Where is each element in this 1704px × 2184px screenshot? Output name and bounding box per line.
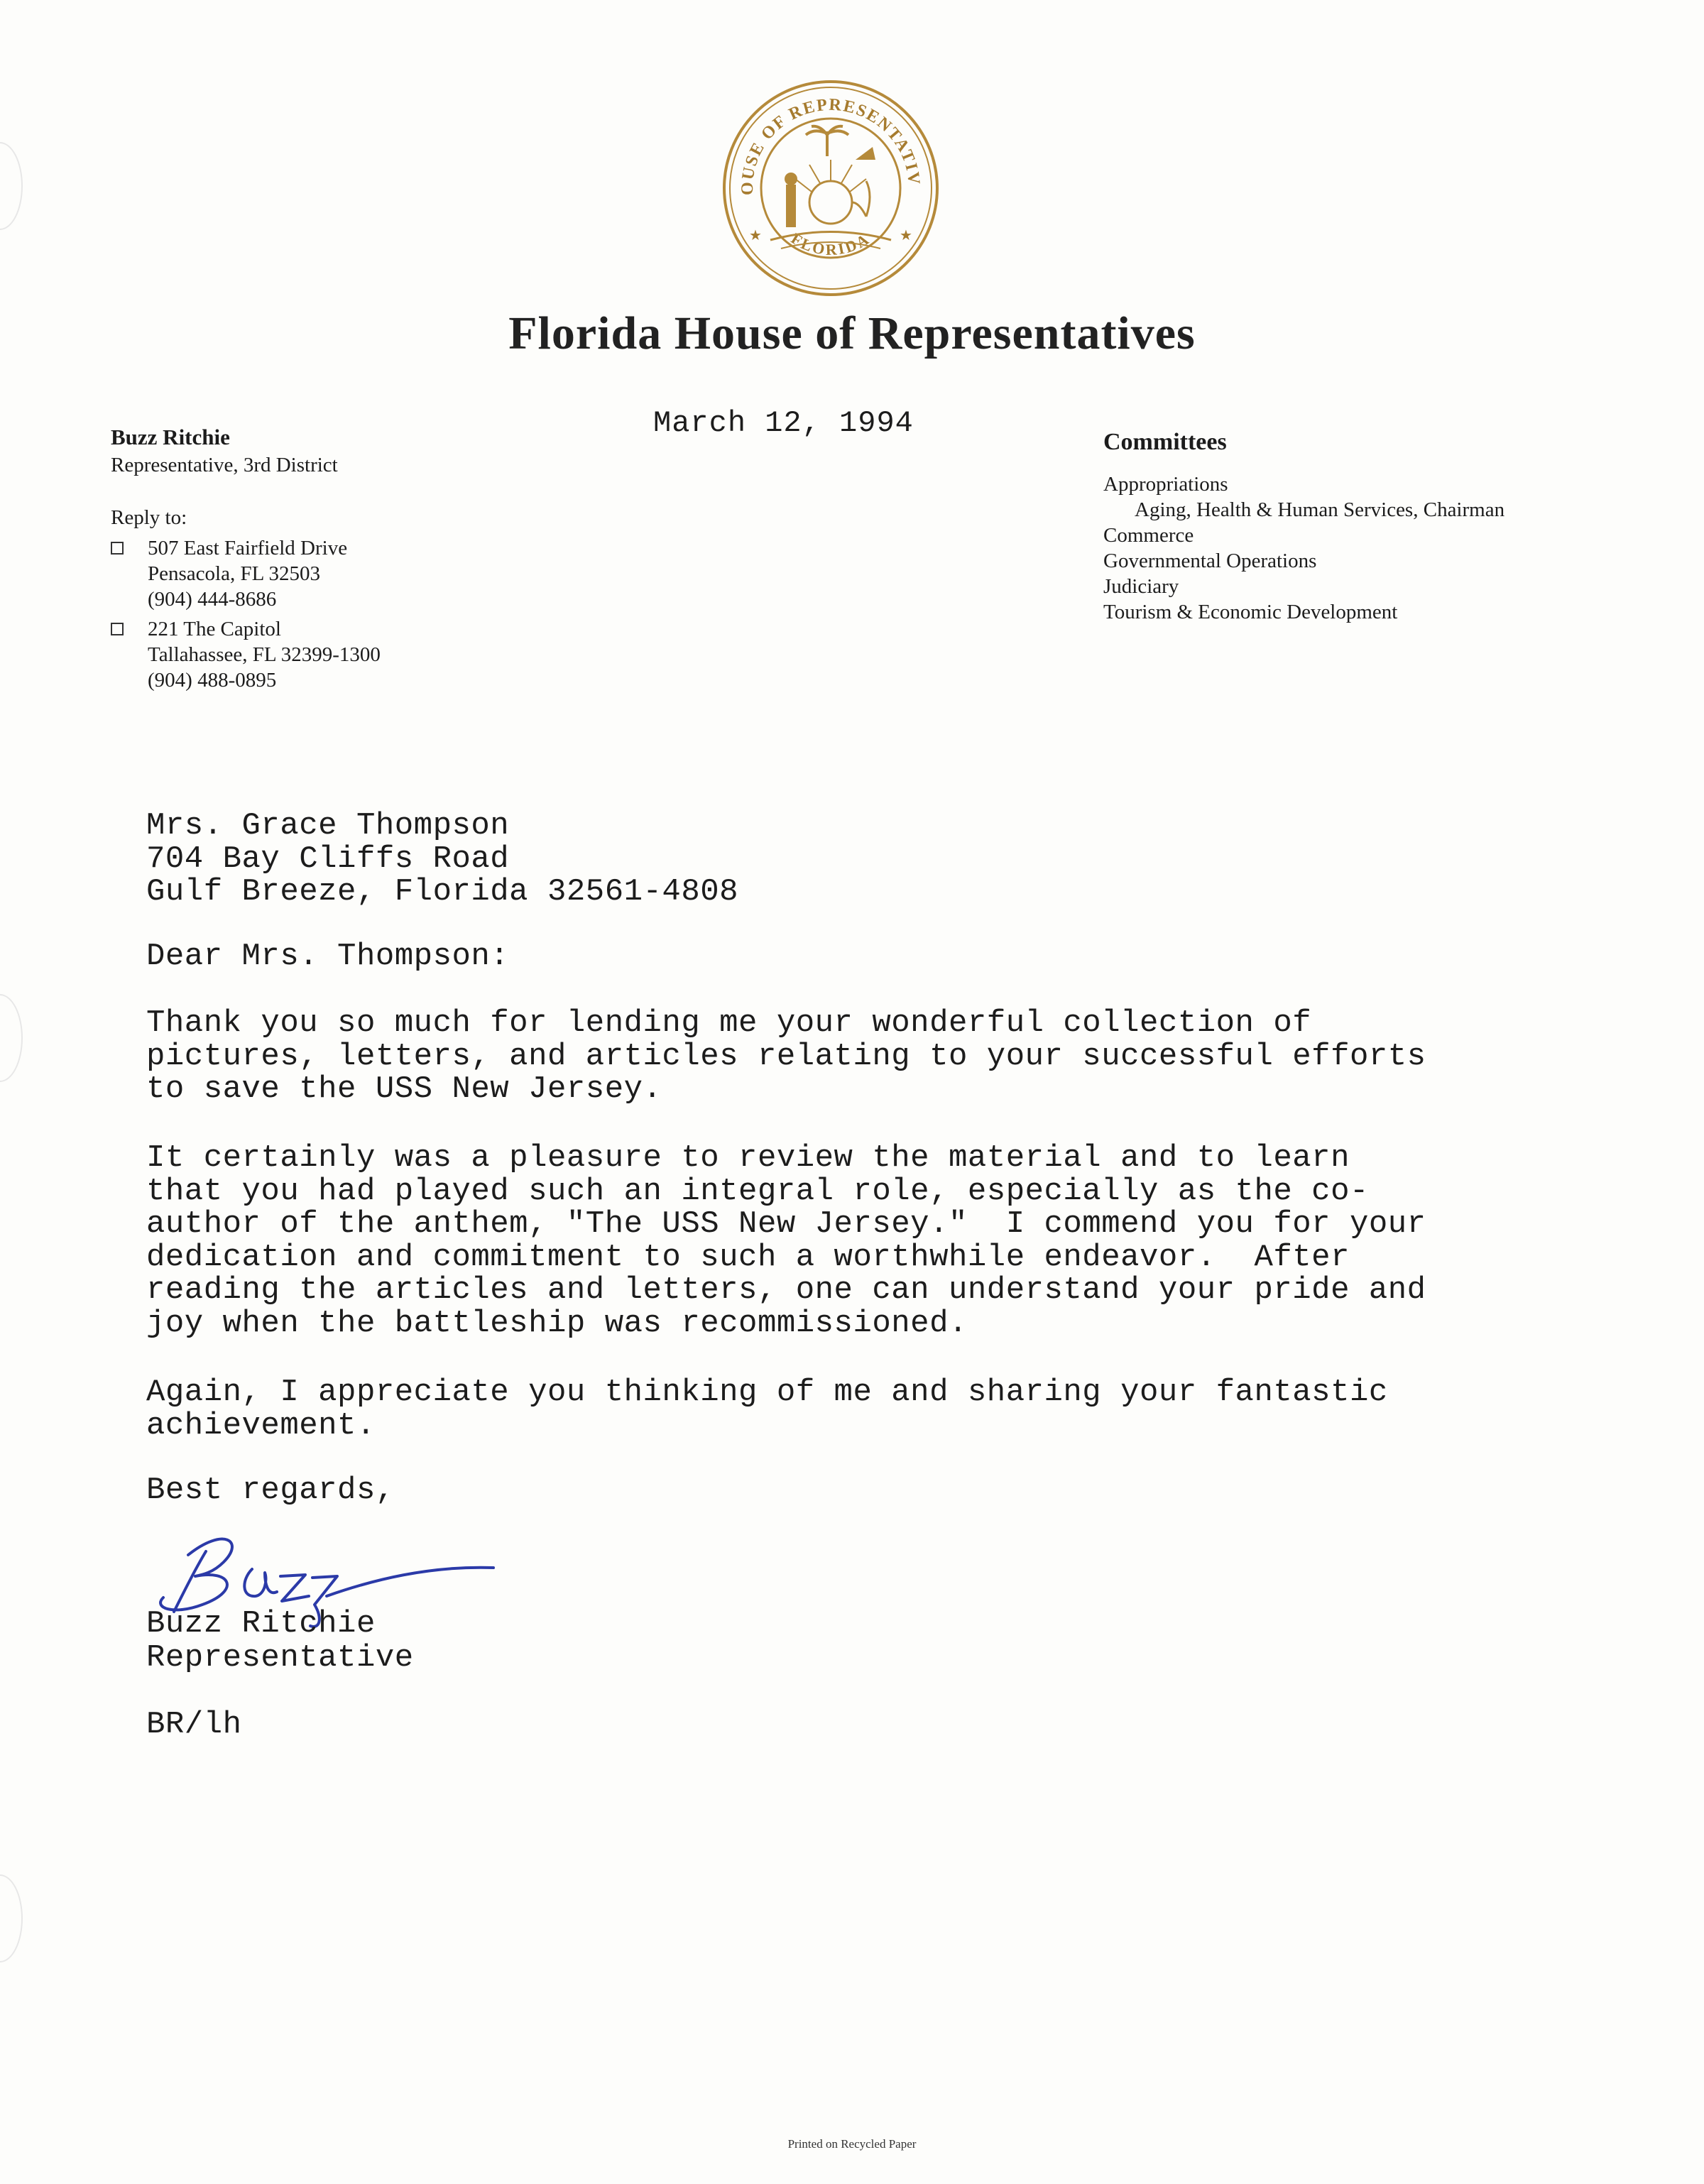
- paragraph-line: pictures, letters, and articles relating to your successful efforts: [146, 1038, 1426, 1074]
- seal-ring-text-bottom: FLORIDA: [787, 229, 873, 258]
- seal-ring-text-top: OUSE OF REPRESENTATIV: [738, 95, 924, 196]
- committee-item: Judiciary: [1103, 575, 1179, 598]
- address-line: 507 East Fairfield Drive: [148, 537, 348, 559]
- recipient-line: Gulf Breeze, Florida 32561-4808: [146, 874, 739, 910]
- representative-title: Representative, 3rd District: [111, 454, 338, 476]
- signer-name: Buzz Ritchie: [146, 1606, 376, 1642]
- salutation: Dear Mrs. Thompson:: [146, 939, 510, 974]
- representative-name: Buzz Ritchie: [111, 425, 230, 449]
- paragraph-line: that you had played such an integral role, especially as the co-: [146, 1173, 1369, 1209]
- paragraph-line: reading the articles and letters, one can understand your pride and: [146, 1272, 1426, 1308]
- committee-item: Tourism & Economic Development: [1103, 601, 1398, 623]
- house-seal: [721, 78, 941, 298]
- reply-to-label: Reply to:: [111, 506, 187, 529]
- punch-hole-top: [0, 142, 23, 230]
- svg-text:★: ★: [749, 228, 762, 244]
- address-option-pensacola[interactable]: [111, 535, 551, 612]
- address-line: 221 The Capitol: [148, 618, 281, 640]
- paragraph-1: [146, 1007, 1426, 1106]
- recipient-line: 704 Bay Cliffs Road: [146, 841, 510, 877]
- typist-initials: BR/lh: [146, 1707, 242, 1742]
- punch-hole-bottom: [0, 1874, 23, 1962]
- recycled-paper-footer: Printed on Recycled Paper: [787, 2137, 917, 2151]
- paragraph-line: It certainly was a pleasure to review the material and to learn: [146, 1140, 1350, 1176]
- paragraph-3: [146, 1376, 1388, 1442]
- paragraph-line: Again, I appreciate you thinking of me and sharing your fantastic: [146, 1375, 1388, 1410]
- recipient-line: Mrs. Grace Thompson: [146, 808, 510, 843]
- committee-item: Commerce: [1103, 524, 1194, 547]
- committee-list: [1103, 471, 1629, 625]
- address-phone: (904) 444-8686: [148, 588, 277, 611]
- paragraph-line: achievement.: [146, 1407, 376, 1443]
- closing: Best regards,: [146, 1473, 395, 1508]
- punch-hole-middle: [0, 994, 23, 1082]
- address-line: Tallahassee, FL 32399-1300: [148, 643, 381, 666]
- letter-date: March 12, 1994: [653, 406, 914, 440]
- address-phone: (904) 488-0895: [148, 669, 277, 692]
- paragraph-line: joy when the battleship was recommissioned.: [146, 1305, 968, 1341]
- representative-block: [111, 423, 551, 693]
- committee-item: Governmental Operations: [1103, 550, 1317, 572]
- address-option-capitol[interactable]: [111, 616, 551, 693]
- recipient-address: [146, 809, 738, 909]
- org-title: Florida House of Representatives: [508, 307, 1196, 359]
- signer-title: Representative: [146, 1640, 414, 1676]
- paragraph-2: [146, 1142, 1426, 1340]
- paragraph-line: dedication and commitment to such a worthwhile endeavor. After: [146, 1239, 1350, 1275]
- committee-item: Appropriations: [1103, 473, 1228, 496]
- address-line: Pensacola, FL 32503: [148, 562, 320, 585]
- paragraph-line: to save the USS New Jersey.: [146, 1071, 662, 1107]
- address-checkbox[interactable]: [111, 623, 124, 635]
- paragraph-line: author of the anthem, "The USS New Jersey." I commend you for your: [146, 1206, 1426, 1242]
- committees-block: [1103, 426, 1629, 625]
- address-checkbox[interactable]: [111, 542, 124, 555]
- committees-heading: Committees: [1103, 429, 1227, 455]
- paragraph-line: Thank you so much for lending me your wonderful collection of: [146, 1005, 1312, 1041]
- svg-text:★: ★: [900, 228, 912, 244]
- committee-item: Aging, Health & Human Services, Chairman: [1135, 498, 1505, 521]
- svg-text:HOUSE OF REPRESENTATIVES: [721, 78, 923, 195]
